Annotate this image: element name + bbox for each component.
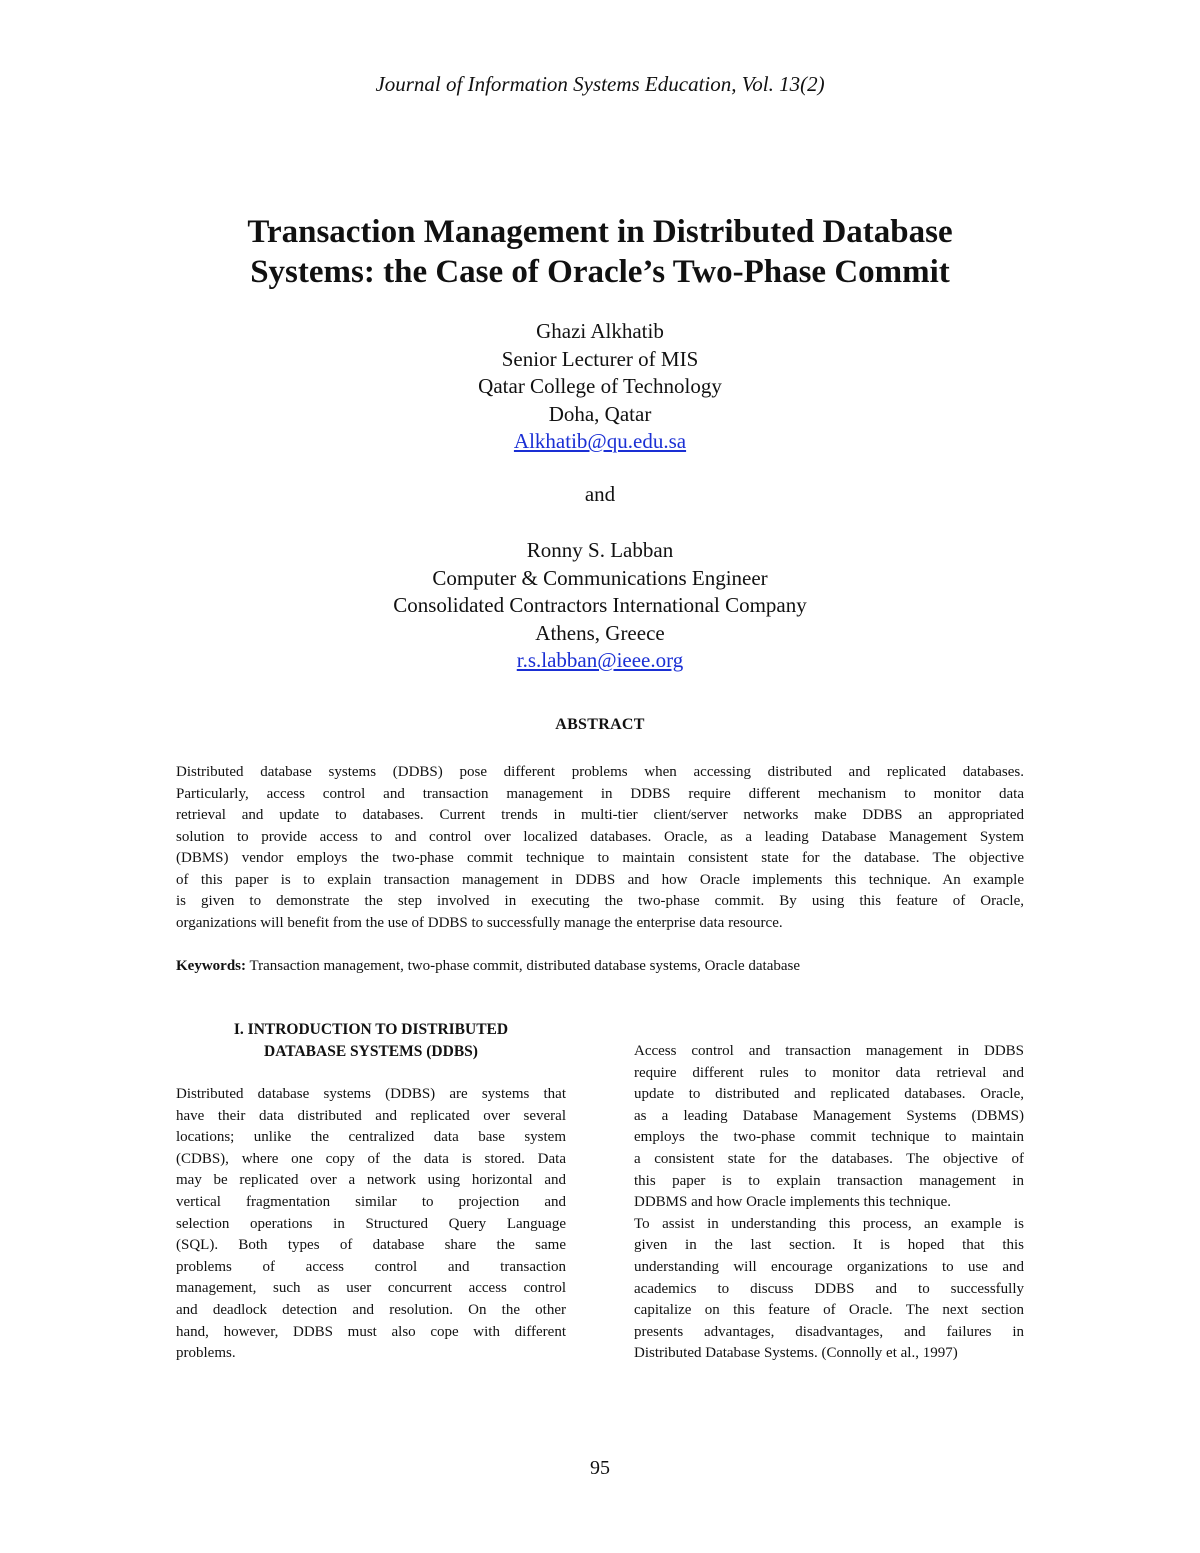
body-line: hand, however, DDBS must also cope with different [176, 1323, 566, 1340]
section-heading-line: I. INTRODUCTION TO DISTRIBUTED [233, 1021, 509, 1038]
paper-title [150, 212, 1050, 292]
body-line: require different rules to monitor data retrieval and [634, 1064, 1024, 1081]
body-line: (CDBS), where one copy of the data is stored. Data [176, 1150, 566, 1167]
author-block-1 [0, 318, 1200, 456]
body-line: Access control and transaction management in DDBS [634, 1043, 1024, 1059]
body-line: academics to discuss DDBS and to successfully [634, 1280, 1024, 1297]
right-column-body [634, 1041, 1024, 1365]
page-number: 95 [590, 1457, 610, 1479]
abstract-line: organizations will benefit from the use of DDBS to successfully manage the enterprise data resource. [176, 914, 783, 931]
section-heading [176, 1019, 566, 1062]
body-line: update to distributed and replicated databases. Oracle, [634, 1086, 1024, 1103]
body-line: employs the two-phase commit technique to maintain [634, 1129, 1024, 1146]
body-line: have their data distributed and replicated over several [176, 1107, 566, 1124]
author-institution: Consolidated Contractors International Company [393, 593, 807, 617]
author-conjunction: and [584, 482, 616, 506]
author-name: Ghazi Alkhatib [536, 319, 664, 343]
author-email-link[interactable]: Alkhatib@qu.edu.sa [513, 429, 687, 453]
abstract-heading: ABSTRACT [555, 716, 645, 733]
body-line: problems of access control and transaction [176, 1258, 566, 1275]
section-heading-line: DATABASE SYSTEMS (DDBS) [264, 1042, 478, 1060]
abstract-line: retrieval and update to databases. Current trends in multi-tier client/server networks make DDBS an appropriated [176, 807, 1024, 823]
keywords-text: Transaction management, two-phase commit, distributed database systems, Oracle database [249, 958, 801, 974]
author-block-2 [0, 537, 1200, 675]
abstract-line: solution to provide access to and control over localized databases. Oracle, as a leading Database Management System [176, 828, 1024, 845]
author-email-link[interactable]: r.s.labban@ieee.org [516, 648, 684, 672]
title-line: Systems: the Case of Oracle’s Two-Phase Commit [250, 254, 950, 290]
body-line: Distributed Database Systems. (Connolly et al., 1997) [634, 1345, 958, 1362]
keywords [176, 956, 1024, 978]
abstract-line: (DBMS) vendor employs the two-phase commit technique to maintain consistent state for the database. The objective [176, 850, 1024, 866]
author-location: Athens, Greece [535, 620, 665, 645]
abstract-line: of this paper is to explain transaction management in DDBS and how Oracle implements this technique. An example [176, 871, 1024, 888]
body-line: a consistent state for the databases. The objective of [634, 1150, 1024, 1167]
body-line: may be replicated over a network using horizontal and [176, 1172, 566, 1189]
body-line: management, such as user concurrent access control [176, 1280, 566, 1297]
body-line: To assist in understanding this process, an example is [634, 1215, 1024, 1232]
journal-header: Journal of Information Systems Education, Vol. 13(2) [375, 72, 825, 96]
author-location: Doha, Qatar [548, 401, 652, 426]
body-line: selection operations in Structured Query Language [176, 1215, 566, 1232]
body-line: Distributed database systems (DDBS) are systems that [176, 1086, 566, 1102]
author-institution: Qatar College of Technology [478, 374, 722, 398]
body-line: problems. [176, 1345, 236, 1362]
body-line: as a leading Database Management Systems (DBMS) [634, 1107, 1024, 1124]
body-line: locations; unlike the centralized data base system [176, 1129, 566, 1146]
body-line: capitalize on this feature of Oracle. The next section [634, 1302, 1024, 1319]
author-name: Ronny S. Labban [526, 538, 674, 562]
left-column-body [176, 1084, 566, 1365]
author-position: Computer & Communications Engineer [432, 565, 768, 590]
title-line: Transaction Management in Distributed Database [247, 214, 953, 250]
abstract-line: is given to demonstrate the step involved in executing the two-phase commit. By using this feature of Oracle, [176, 893, 1024, 909]
abstract-line: Distributed database systems (DDBS) pose different problems when accessing distributed and replicated databases. [176, 764, 1024, 780]
body-line: and deadlock detection and resolution. On the other [176, 1301, 566, 1318]
body-line: given in the last section. It is hoped that this [634, 1237, 1024, 1254]
body-line: DDBMS and how Oracle implements this technique. [634, 1194, 952, 1211]
abstract-line: Particularly, access control and transaction management in DDBS require different mechanism to monitor data [176, 785, 1024, 802]
body-line: vertical fragmentation similar to projection and [176, 1193, 566, 1210]
author-position: Senior Lecturer of MIS [501, 346, 699, 371]
body-line: understanding will encourage organizations to use and [634, 1258, 1024, 1275]
abstract-body [176, 762, 1024, 934]
body-line: (SQL). Both types of database share the same [176, 1237, 566, 1254]
body-line: presents advantages, disadvantages, and failures in [634, 1323, 1024, 1340]
keywords-label: Keywords: [176, 958, 246, 974]
body-line: this paper is to explain transaction management in [634, 1172, 1024, 1189]
